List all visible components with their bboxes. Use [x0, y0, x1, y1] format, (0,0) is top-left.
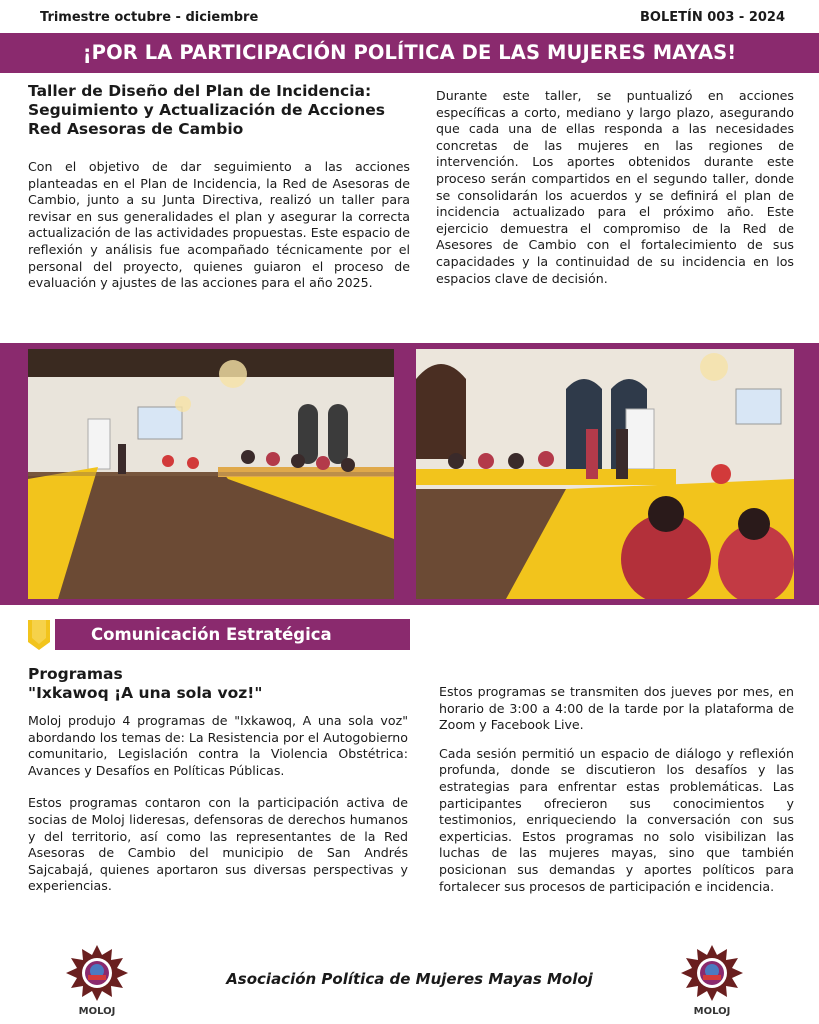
- taller-title-line: Red Asesoras de Cambio: [28, 120, 244, 138]
- taller-paragraph-right: Durante este taller, se puntualizó en acciones específicas a corto, mediano y largo plazo, asegurando que cada una de ellas responda a las necesidades concretas de las mujeres en las regiones de intervención. Los aportes obtenidos durante este proceso serán compartidos en el segundo taller, donde se consolidarán los acuerdos y se definirá el plan de incidencia actualizado para el próximo año. Este ejercicio demuestra el compromiso de la Red de Asesores de Cambio con el fortalecimiento de sus capacidades y la continuidad de su incidencia en los espacios clave de decisión.: [436, 88, 794, 286]
- moloj-logo-right: [681, 945, 743, 1017]
- chevron-shield-icon: [28, 620, 50, 650]
- moloj-emblem-icon: [681, 945, 743, 1003]
- programas-title-line: Programas: [28, 665, 123, 683]
- programas-title-line: "Ixkawoq ¡A una sola voz!": [28, 684, 263, 702]
- workshop-photo-right: [416, 349, 794, 599]
- taller-title-line: Taller de Diseño del Plan de Incidencia:: [28, 82, 372, 100]
- taller-title-line: Seguimiento y Actualización de Acciones: [28, 101, 385, 119]
- taller-left-column: [28, 82, 410, 292]
- logo-label: MOLOJ: [78, 1006, 116, 1017]
- logo-label: MOLOJ: [693, 1006, 731, 1017]
- bulletin-number: BOLETÍN 003 - 2024: [640, 10, 785, 25]
- banner-title: ¡POR LA PARTICIPACIÓN POLÍTICA DE LAS MUJERES MAYAS!: [82, 41, 737, 64]
- title-banner: [0, 33, 819, 73]
- programas-paragraph-left-1: Moloj produjo 4 programas de "Ixkawoq, A una sola voz" abordando los temas de: La Resistencia por el Autogobierno comunitario, Legislación contra la Violencia Obstétrica: Avances y Desafíos en Políticas Públicas.: [28, 713, 408, 778]
- top-bar: [0, 8, 819, 30]
- footer-organization: Asociación Política de Mujeres Mayas Moloj: [226, 970, 593, 988]
- period-label: Trimestre octubre - diciembre: [40, 10, 259, 25]
- programas-right-column: [439, 684, 794, 895]
- photo-band: [0, 343, 819, 605]
- taller-title: [28, 82, 410, 139]
- taller-paragraph-left: Con el objetivo de dar seguimiento a las acciones planteadas en el Plan de Incidencia, la Red de Asesoras de Cambio, junto a su Junta Directiva, realizó un taller para revisar en sus generalidades el plan y asegurar la correcta actualización de las actividades propuestas. Este espacio de reflexión y análisis fue acompañado técnicamente por el personal del proyecto, quienes guiaron el proceso de evaluación y ajustes de las acciones para el año 2025.: [28, 159, 410, 291]
- programas-paragraph-right-2: Cada sesión permitió un espacio de diálogo y reflexión profunda, donde se discutieron los desafíos y las estrategias para enfrentar estas problemáticas. Las participantes ofrecieron sus conocimientos y testimonios, enriqueciendo la conversación con sus experticias. Estos programas no solo visibilizan las luchas de las mujeres mayas, sino que también posicionan sus demandas y aportes políticos para fortalecer sus procesos de participación e incidencia.: [439, 745, 794, 894]
- programas-left-column: [28, 665, 408, 895]
- programas-paragraph-right-1: Estos programas se transmiten dos jueves por mes, en horario de 3:00 a 4:00 de la tarde por la plataforma de Zoom y Facebook Live.: [439, 684, 794, 733]
- workshop-photo-left: [28, 349, 394, 599]
- programas-paragraph-left-2: Estos programas contaron con la participación activa de socias de Moloj lideresas, defensoras de derechos humanos y del territorio, así como las representantes de la Red Asesoras de Cambio del municipio de San Andrés Sajcabajá, quienes aportaron sus diversas perspectivas y experiencias.: [28, 795, 408, 894]
- section-title: Comunicación Estratégica: [55, 619, 410, 650]
- programas-title: [28, 665, 408, 703]
- taller-right-column: [436, 88, 794, 287]
